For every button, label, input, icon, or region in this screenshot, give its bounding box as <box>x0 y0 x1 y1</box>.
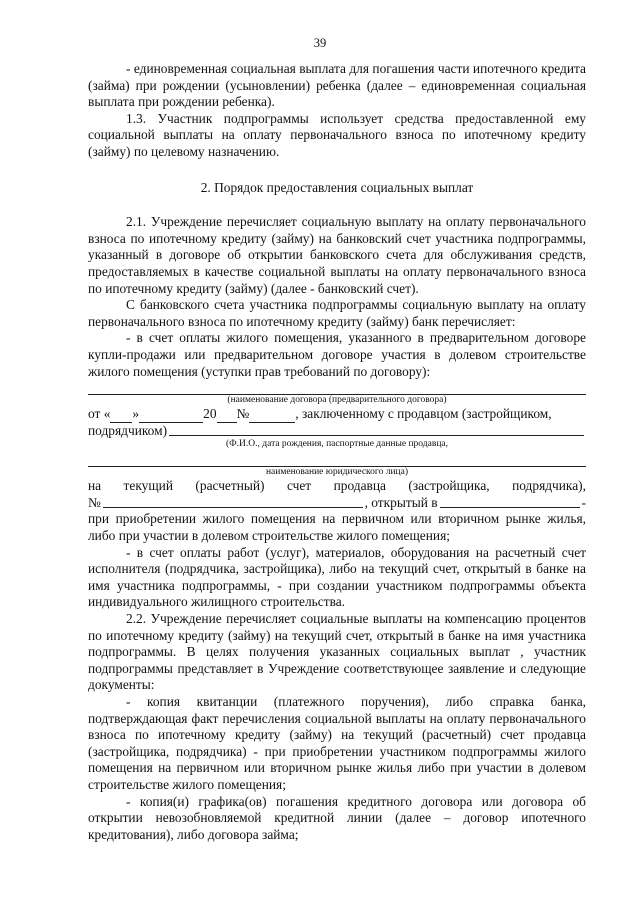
caption-contract-name: (наименование договора (предварительного договора) <box>227 395 447 406</box>
month-blank <box>139 410 203 423</box>
form-from-label: от « <box>88 406 111 422</box>
bank-name-blank <box>440 495 580 508</box>
paragraph-purchase-condition: при приобретении жилого помещения на первичном или вторичном рынке жилья, либо при участии в долевом строительстве жилого помещения; <box>88 511 586 544</box>
form-concluded: , заключенному с продавцом (застройщиком, <box>295 406 552 422</box>
document-body <box>88 61 586 843</box>
account-row <box>88 495 586 512</box>
caption-legal-entity: наименование юридического лица) <box>265 467 409 478</box>
section-heading: 2. Порядок предоставления социальных выплат <box>200 179 474 195</box>
year-blank <box>217 410 237 423</box>
paragraph-bank-transfer: С банковского счета участника подпрограммы социальную выплату на оплату первоначального взноса по ипотечному кредиту (займу) банк перечисляет: <box>88 297 586 329</box>
contractor-row <box>88 423 586 440</box>
legal-entity-blank <box>88 452 586 467</box>
paragraph-housing-payment: - в счет оплаты жилого помещения, указанного в предварительном договоре купли-продажи или предварительном договоре участия в долевом строительстве жилого помещения (уступки прав требований по договору): <box>88 330 586 379</box>
page-number: 39 <box>313 36 327 50</box>
form-year-prefix: 20 <box>203 406 217 422</box>
caption-seller-details: (Ф.И.О., дата рождения, паспортные данные продавца, <box>226 439 448 450</box>
contract-date-row <box>88 406 586 423</box>
day-blank <box>110 410 132 423</box>
paragraph-works-payment: - в счет оплаты работ (услуг), материалов, оборудования на расчетный счет исполнителя (подрядчика, застройщика), либо на текущий счет, открытый в банке на имя участника подпрограммы, - при создании участником подпрограммы объекта индивидуального жилищного строительства. <box>88 544 586 610</box>
form-contractor-label: подрядчиком) <box>88 422 168 438</box>
paragraph-seller-account: на текущий (расчетный) счет продавца (застройщика, подрядчика), <box>88 478 586 494</box>
contract-name-blank <box>88 380 586 395</box>
form-quote: » <box>132 406 140 422</box>
account-dash: - <box>581 494 586 510</box>
paragraph-schedule-copy: - копия(и) графика(ов) погашения кредитного договора или договора об открытии невозобновляемой кредитной линии (далее – договор ипотечного кредитования), либо договора займа; <box>88 793 586 842</box>
paragraph-2-1: 2.1. Учреждение перечисляет социальную выплату на оплату первоначального взноса по ипотечному кредиту (займу) на банковский счет участника подпрограммы, указанный в договоре об открытии банковского счета для обслуживания средств, предоставляемых в качестве социальной выплаты на оплату первоначального взноса по ипотечному кредиту (займу) (далее - банковский счет). <box>88 214 586 296</box>
seller-blank <box>169 423 584 436</box>
paragraph-receipt-copy: - копия квитанции (платежного поручения), либо справка банка, подтверждающая факт перечисления социальной выплаты на оплату первоначального взноса по ипотечному кредиту (займу) на текущий (расчетный) счет продавца (застройщика, подрядчика) - при приобретении участником подпрограммы жилого помещения на первичном или вторичном рынке жилья либо при участии в долевом строительстве жилого помещения; <box>88 694 586 792</box>
paragraph-1-3: 1.3. Участник подпрограммы использует средства предоставленной ему социальной выплаты на оплату первоначального взноса по ипотечному кредиту (займу) по целевому назначению. <box>88 110 586 159</box>
contract-number-blank <box>249 410 295 423</box>
form-number-sign: № <box>236 406 250 422</box>
paragraph-2-2: 2.2. Учреждение перечисляет социальные выплаты на компенсацию процентов по ипотечному кредиту (займу) на текущий счет, открытый в банке на имя участника подпрограммы. В целях получения указанных социальных выплат , участник подпрограммы представляет в Учреждение соответствующее заявление и следующие документы: <box>88 611 586 693</box>
account-number-blank <box>103 495 363 508</box>
account-number-sign: № <box>88 494 101 510</box>
paragraph-lump-sum-payment: - единовременная социальная выплата для погашения части ипотечного кредита (займа) при рождении (усыновлении) ребенка (далее – единовременная социальная выплата при рождении ребенка). <box>88 61 586 110</box>
account-opened-label: , открытый в <box>364 494 438 510</box>
